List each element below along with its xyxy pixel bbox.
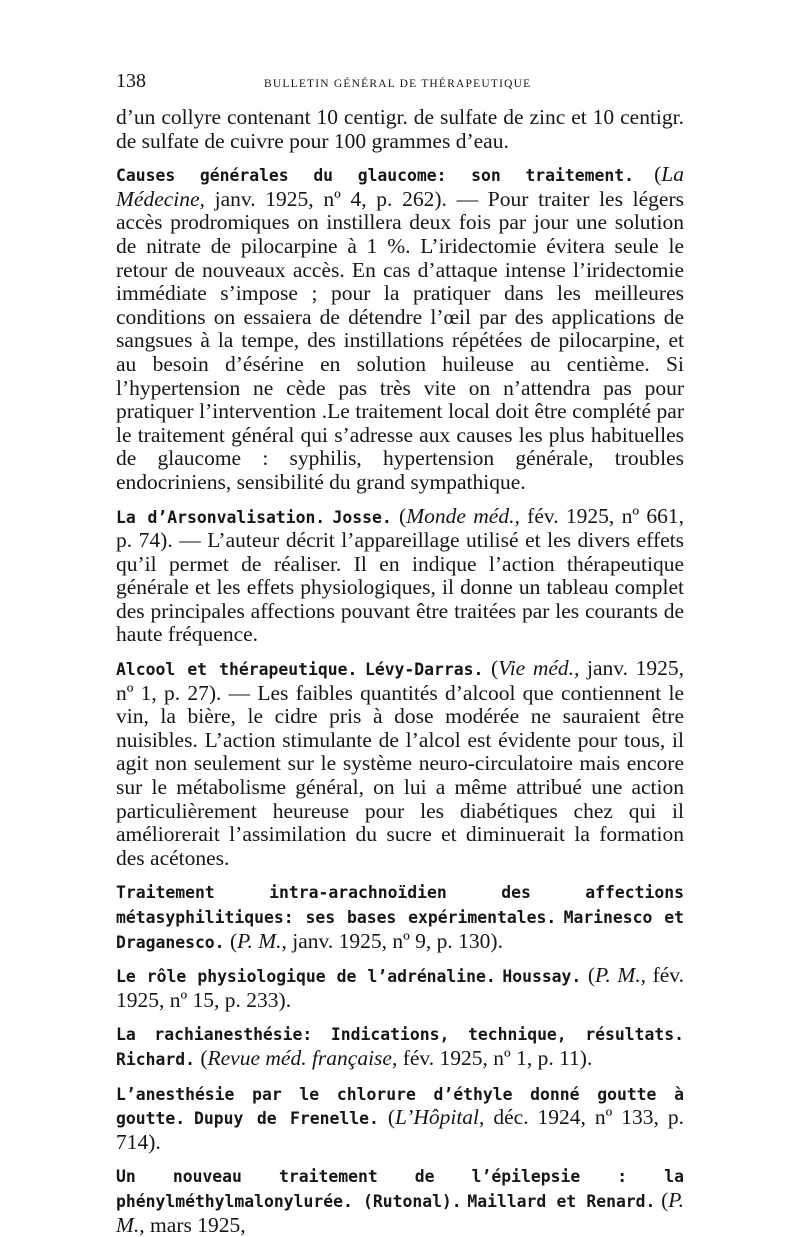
entry-text: La d’Arsonvalisation. Josse. (Monde méd., fév. 1925, nº 661, p. 74). — L’auteur décrit l’appareillage utilisé et les divers effets qu’il permet de réaliser. Il en indique l’action thérapeutique générale et les effets physiologiques, il donne un tableau complet des principales affections pouvant être traitées par les courants de haute fréquence. — [116, 503, 684, 647]
abstract-entry — [116, 880, 684, 954]
entry-source: Vie méd., — [498, 656, 580, 681]
entry-title: La d’Arsonvalisation. — [116, 507, 326, 527]
entry-citation: janv. 1925, nº 4, p. 262). — [204, 186, 447, 211]
entry-citation: janv. 1925, nº 1, p. 27). — [116, 656, 685, 705]
entry-text: L’anesthésie par le chlorure d’éthyle donné goutte à goutte. Dupuy de Frenelle. (L’Hôpital, déc. 1924, nº 133, p. 714). — [116, 1084, 684, 1154]
abstract-entry — [116, 964, 684, 1012]
entry-source: P. M., — [595, 963, 646, 988]
intro-paragraph: d’un collyre contenant 10 centigr. de sulfate de zinc et 10 centigr. de sulfate de cuivre pour 100 grammes d’eau. — [116, 105, 684, 153]
entry-title: Causes générales du glaucome: son traitement. — [116, 166, 634, 186]
entry-author: Richard. — [116, 1049, 195, 1069]
abstract-entry — [116, 1164, 684, 1237]
entry-text: Le rôle physiologique de l’adrénaline. Houssay. (P. M., fév. 1925, nº 15, p. 233). — [116, 963, 684, 1012]
entry-text: Un nouveau traitement de l’épilepsie : la phénylméthylmalonylurée. (Rutonal). Maillard et Renard. (P. M., mars 1925, — [116, 1167, 684, 1237]
entry-body: — Les faibles quantités d’alcool que contiennent le vin, la bière, le cidre pris à dose modérée ne sauraient être nuisibles. L’action stimulante de l’alcol est évidente pour tous, il agit non seulement sur le système neuro-circulatoire mais encore sur le métabolisme général, on lui a même attribué une action particulièrement heureuse pour les diabétiques chez qui il améliorerait l’assimilation du sucre et diminuerait la formation des acétones. — [116, 680, 684, 870]
abstract-entry — [116, 1022, 684, 1071]
entry-body: — Pour traiter les légers accès prodromiques on instillera deux fois par jour une solution de nitrate de pilocarpine à 1 %. L’iridectomie évitera seule le retour de nouveaux accès. En cas d’attaque intense l’iridectomie immédiate s’impose ; pour la pratiquer dans les meilleures conditions on essaiera de détendre l’œil par des applications de sangsues à la tempe, des instillations répétées de pilocarpine, et au besoin d’ésérine en solution huileuse au centième. Si l’hypertension ne cède pas très vite on n’attendra pas pour pratiquer l’intervention .Le traitement local doit être complété par le traitement général qui s’adresse aux causes les plus habituelles de glaucome : syphilis, hypertension générale, troubles endocriniens, sensibilité du grand sympathique. — [116, 186, 684, 494]
entry-author: Houssay. — [502, 967, 582, 987]
entry-citation: fév. 1925, nº 1, p. 11). — [397, 1045, 593, 1070]
entry-citation: mars 1925, — [144, 1212, 246, 1237]
entry-source: L’Hôpital, — [395, 1105, 485, 1130]
entry-source: La Médecine, — [116, 162, 684, 211]
entry-source: P. M., — [116, 1187, 684, 1237]
entry-title: La rachianesthésie: Indications, technique, résultats. — [116, 1025, 684, 1045]
running-head: BULLETIN GÉNÉRAL DE THÉRAPEUTIQUE — [264, 78, 532, 90]
entry-citation: fév. 1925, nº 661, p. 74). — [116, 503, 684, 553]
entry-citation: déc. 1924, nº 133, p. 714). — [116, 1105, 684, 1154]
entry-source: Monde méd., — [406, 503, 520, 528]
entry-text: Traitement intra-arachnoïdien des affections métasyphilitiques: ses bases expérimentales. Marinesco et Draganesco. (P. M., janv. 1925, nº 9, p. 130). — [116, 883, 684, 953]
page-header — [116, 70, 684, 106]
journal-page — [116, 70, 684, 1237]
entry-source: Revue méd. française, — [207, 1045, 398, 1070]
entry-author: Josse. — [332, 507, 392, 527]
entry-citation: fév. 1925, nº 15, p. 233). — [116, 963, 684, 1012]
entry-title: Un nouveau traitement de l’épilepsie : la phénylméthylmalonylurée. (Rutonal). — [116, 1167, 684, 1211]
entry-author: Dupuy de Frenelle. — [194, 1109, 379, 1129]
abstract-entry — [116, 505, 684, 648]
entry-citation: janv. 1925, nº 9, p. 130). — [286, 928, 503, 953]
entry-body: — L’auteur décrit l’appareillage utilisé et les divers effets qu’il permet de réaliser. Il en indique l’action thérapeutique générale et les effets physiologiques, il donne un tableau complet des principales affections pouvant être traitées par les courants de haute fréquence. — [116, 528, 684, 647]
entry-author: Marinesco et Draganesco. — [116, 908, 684, 952]
entry-title: L’anesthésie par le chlorure d’éthyle donné goutte à goutte. — [116, 1084, 684, 1129]
abstract-entry — [116, 657, 684, 870]
entry-author: Maillard et Renard. — [467, 1191, 656, 1211]
page-number: 138 — [116, 70, 146, 92]
entry-title: Traitement intra-arachnoïdien des affections métasyphilitiques: ses bases expérimentales. — [116, 883, 684, 927]
entry-text: La rachianesthésie: Indications, technique, résultats. Richard. (Revue méd. française, fév. 1925, nº 1, p. 11). — [116, 1025, 684, 1070]
entry-text: Alcool et thérapeutique. Lévy-Darras. (Vie méd., janv. 1925, nº 1, p. 27). — Les faibles quantités d’alcool que contiennent le vin, la bière, le cidre pris à dose modérée ne sauraient être nuisibles. L’action stimulante de l’alcol est évidente pour tous, il agit non seulement sur le système neuro-circulatoire mais encore sur le métabolisme général, on lui a même attribué une action particulièrement heureuse pour les diabétiques chez qui il améliorerait l’assimilation du sucre et diminuerait la formation des acétones. — [116, 656, 685, 870]
entry-title: Alcool et thérapeutique. — [116, 660, 358, 680]
entry-text: Causes générales du glaucome: son traitement. (La Médecine, janv. 1925, nº 4, p. 262). — Pour traiter les légers accès prodromiques on instillera deux fois par jour une solution de nitrate de pilocarpine à 1 %. L’iridectomie évitera seule le retour de nouveaux accès. En cas d’attaque intense l’iridectomie immédiate s’impose ; pour la pratiquer dans les meilleures conditions on essaiera de détendre l’œil par des applications de sangsues à la tempe, des instillations répétées de pilocarpine, et au besoin d’ésérine en solution huileuse au centième. Si l’hypertension ne cède pas très vite on n’attendra pas pour pratiquer l’intervention .Le traitement local doit être complété par le traitement général qui s’adresse aux causes les plus habituelles de glaucome : syphilis, hypertension générale, troubles endocriniens, sensibilité du grand sympathique. — [116, 162, 684, 494]
abstract-entry — [116, 163, 684, 494]
abstract-entry — [116, 1082, 684, 1155]
entry-source: P. M., — [237, 928, 287, 953]
entry-title: Le rôle physiologique de l’adrénaline. — [116, 967, 496, 987]
entry-author: Lévy-Darras. — [364, 660, 484, 680]
